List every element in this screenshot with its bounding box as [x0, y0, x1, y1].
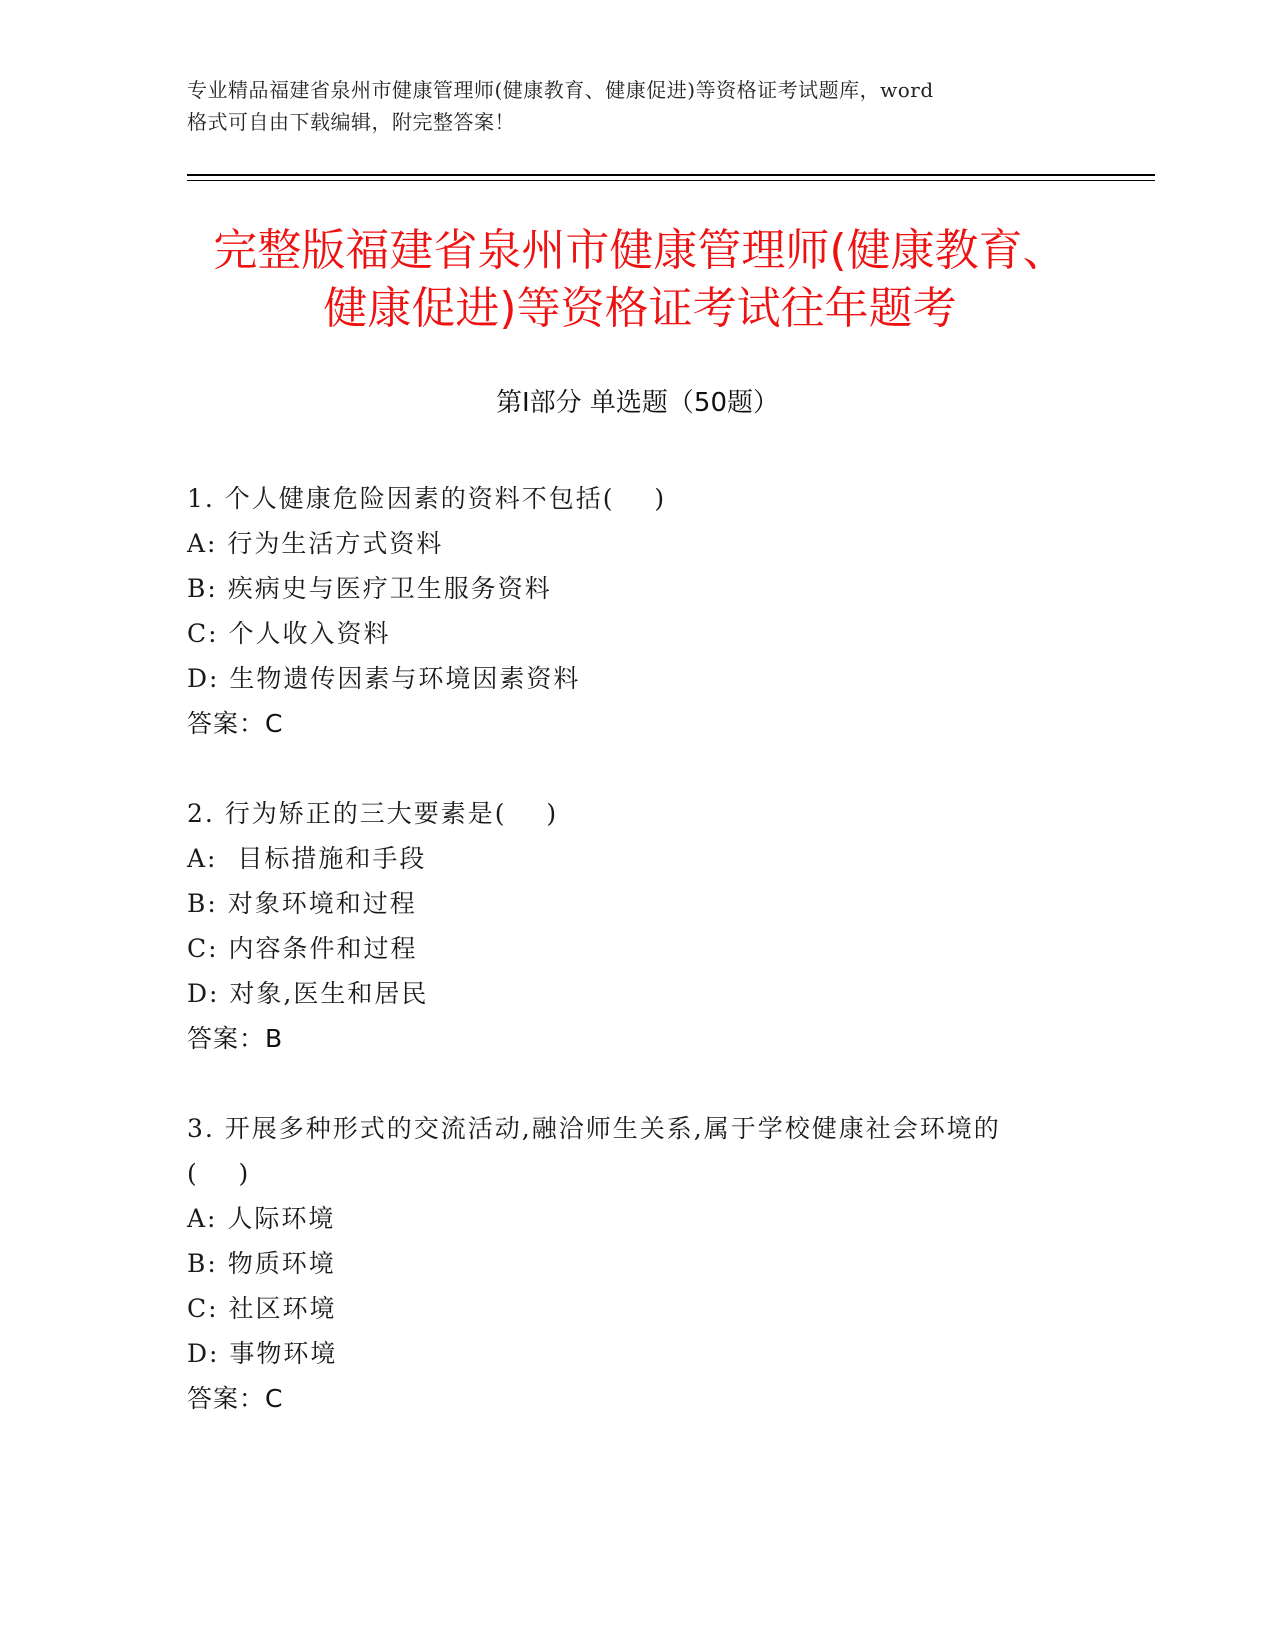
header-note-line1: 专业精品福建省泉州市健康管理师(健康教育、健康促进)等资格证考试题库，word	[187, 78, 934, 102]
question-stem: 2. 行为矫正的三大要素是( )	[187, 799, 559, 828]
option-b: B: 疾病史与医疗卫生服务资料	[187, 574, 552, 603]
option-a: A: 行为生活方式资料	[187, 529, 444, 558]
option-d: D: 对象,医生和居民	[187, 979, 429, 1008]
header-note-line2: 格式可自由下载编辑，附完整答案！	[187, 110, 515, 134]
document-title-line1: 完整版福建省泉州市健康管理师(健康教育、	[213, 225, 1067, 276]
question-gap	[187, 746, 1087, 791]
option-a: A: 人际环境	[187, 1204, 336, 1233]
document-title-line2: 健康促进)等资格证考试往年题考	[323, 283, 957, 334]
header-note	[187, 74, 1087, 138]
option-d: D: 事物环境	[187, 1339, 338, 1368]
option-c: C: 个人收入资料	[187, 619, 391, 648]
answer: 答案：C	[187, 1384, 284, 1413]
question-stem-continued: ( )	[187, 1159, 251, 1188]
section-heading: 第Ⅰ部分 单选题（50题）	[495, 388, 780, 418]
question-list	[187, 476, 1087, 1421]
option-d: D: 生物遗传因素与环境因素资料	[187, 664, 581, 693]
question-gap	[187, 1061, 1087, 1106]
question-3	[187, 1106, 1087, 1421]
header-divider-thin	[187, 180, 1155, 181]
option-a: A: 目标措施和手段	[187, 844, 427, 873]
option-c: C: 内容条件和过程	[187, 934, 418, 963]
header-divider-thick	[187, 174, 1155, 176]
option-b: B: 物质环境	[187, 1249, 336, 1278]
answer: 答案：C	[187, 709, 284, 738]
question-2	[187, 791, 1087, 1061]
question-1	[187, 476, 1087, 746]
option-c: C: 社区环境	[187, 1294, 337, 1323]
answer: 答案：B	[187, 1024, 284, 1053]
question-stem: 1. 个人健康危险因素的资料不包括( )	[187, 484, 667, 513]
option-b: B: 对象环境和过程	[187, 889, 417, 918]
question-stem: 3. 开展多种形式的交流活动,融洽师生关系,属于学校健康社会环境的	[187, 1114, 1001, 1143]
document-title	[160, 222, 1120, 338]
